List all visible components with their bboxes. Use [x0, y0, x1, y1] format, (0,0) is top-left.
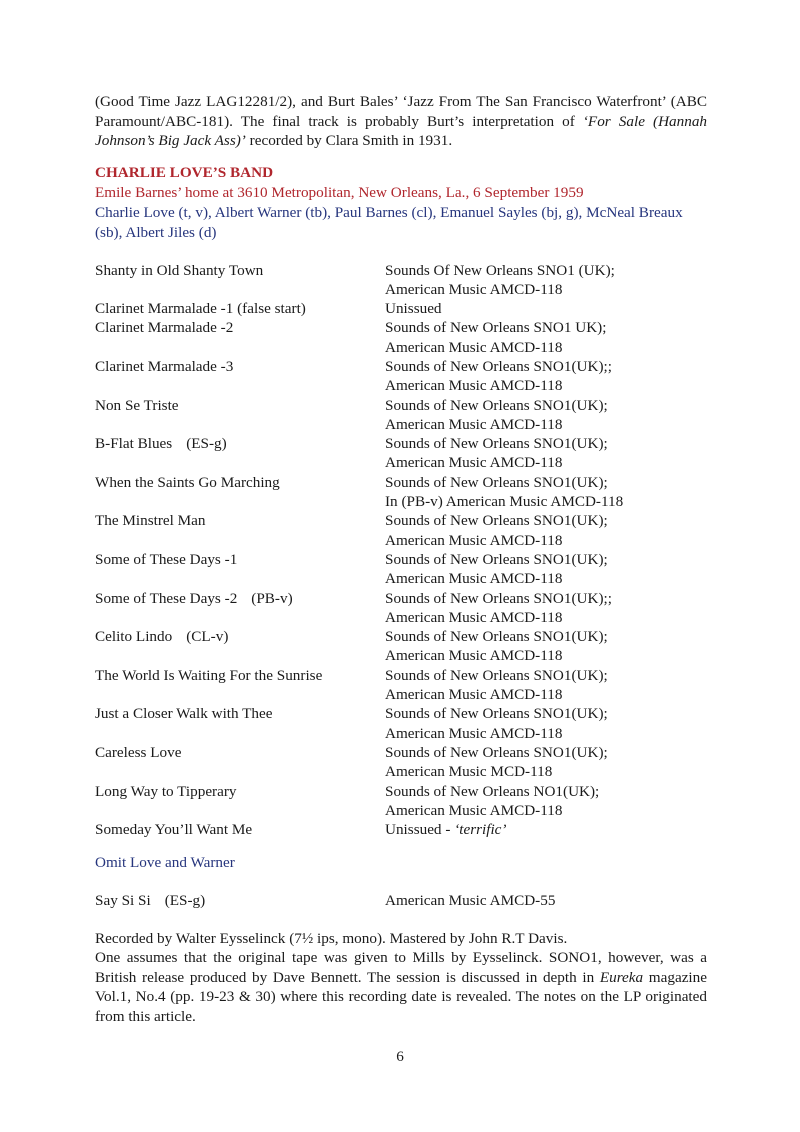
issue-text: Sounds of New Orleans SNO1(UK); [385, 435, 608, 453]
track-title [95, 434, 385, 453]
session-location: Emile Barnes’ home at 3610 Metropolitan, New Orleans, La., 6 September 1959 [95, 183, 584, 201]
track-title-text: Say Si Si [95, 892, 151, 910]
track-title-text: Long Way to Tipperary [95, 782, 237, 800]
track-vocal: (ES-g) [186, 435, 227, 453]
issue-text-2: American Music AMCD-118 [385, 724, 563, 742]
track-title-text: Just a Closer Walk with Thee [95, 705, 273, 723]
track-row [95, 891, 707, 910]
issue-comment: ‘terrific’ [454, 821, 507, 839]
track-row [95, 261, 707, 280]
track-row-continuation [95, 376, 707, 395]
track-row [95, 550, 707, 569]
spacer [95, 376, 385, 395]
track-issue [385, 434, 707, 453]
notes-italic: Eureka [599, 968, 644, 986]
issue-text-2: American Music MCD-118 [385, 763, 553, 781]
track-row-continuation [95, 415, 707, 434]
track-issue [385, 299, 707, 318]
track-row-continuation [95, 762, 707, 781]
track-issue [385, 511, 707, 530]
issue-text: Sounds of New Orleans SNO1 UK); [385, 319, 607, 337]
track-title [95, 666, 385, 685]
track-title [95, 299, 385, 318]
issue-text-2: American Music AMCD-118 [385, 570, 563, 588]
issue-text: Sounds of New Orleans SNO1(UK); [385, 550, 608, 568]
issue-text-2: American Music AMCD-118 [385, 608, 563, 626]
track-row [95, 782, 707, 801]
issue-text: American Music AMCD-55 [385, 892, 556, 910]
track-title [95, 473, 385, 492]
track-title-text: Shanty in Old Shanty Town [95, 261, 264, 279]
track-row [95, 511, 707, 530]
track-issue [385, 261, 707, 280]
spacer [95, 801, 385, 820]
track-row-continuation [95, 492, 707, 511]
spacer [95, 453, 385, 472]
spacer [95, 492, 385, 511]
track-title [95, 627, 385, 646]
track-issue [385, 396, 707, 415]
track-title [95, 743, 385, 762]
track-row [95, 589, 707, 608]
issue-text: Sounds of New Orleans SNO1(UK); [385, 628, 608, 646]
band-heading: CHARLIE LOVE’S BAND [95, 163, 274, 181]
track-row [95, 473, 707, 492]
track-title-text: Clarinet Marmalade -3 [95, 357, 234, 375]
issue-text-2: American Music AMCD-118 [385, 454, 563, 472]
track-vocal: (CL-v) [186, 628, 229, 646]
track-row-continuation [95, 685, 707, 704]
issue-text: Sounds of New Orleans NO1(UK); [385, 782, 600, 800]
track-row [95, 820, 707, 839]
track-issue [385, 627, 707, 646]
track-title-text: When the Saints Go Marching [95, 473, 280, 491]
notes-text: One assumes that the original tape was given to Mills by Eysselinck. SONO1, however, was a British release produced by Dave Bennett. The session is discussed in depth in [95, 949, 707, 986]
track-issue [385, 318, 707, 337]
track-issue [385, 666, 707, 685]
issue-text: Sounds of New Orleans SNO1(UK); [385, 396, 608, 414]
issue-text: Unissued - [385, 821, 455, 839]
issue-text-2: American Music AMCD-118 [385, 686, 563, 704]
track-issue [385, 743, 707, 762]
omit-note: Omit Love and Warner [95, 854, 235, 872]
issue-text: Sounds of New Orleans SNO1(UK); [385, 705, 608, 723]
intro-text-end: recorded by Clara Smith in 1931. [245, 132, 453, 149]
spacer [95, 685, 385, 704]
track-row [95, 396, 707, 415]
track-row-continuation [95, 646, 707, 665]
issue-text-2: American Music AMCD-118 [385, 377, 563, 395]
issue-text: Sounds of New Orleans SNO1(UK); [385, 743, 608, 761]
track-title [95, 511, 385, 530]
track-row [95, 666, 707, 685]
document-page [95, 92, 707, 1026]
track-title-text: Non Se Triste [95, 396, 179, 414]
track-title [95, 261, 385, 280]
track-issue [385, 357, 707, 376]
track-row [95, 704, 707, 723]
issue-text-2: American Music AMCD-118 [385, 280, 563, 298]
track-row-continuation [95, 531, 707, 550]
spacer [95, 724, 385, 743]
track-list-2 [95, 891, 707, 910]
track-title [95, 589, 385, 608]
track-row-continuation [95, 338, 707, 357]
issue-text: Unissued [385, 300, 442, 318]
track-issue [385, 820, 707, 839]
notes-text-end: magazine Vol.1, No.4 (pp. 19-23 & 30) where this recording date is revealed. The notes on the LP originated from this article. [95, 968, 707, 1025]
issue-text: Sounds of New Orleans SNO1(UK);; [385, 589, 612, 607]
track-title-text: B-Flat Blues [95, 435, 173, 453]
issue-text: Sounds of New Orleans SNO1(UK); [385, 512, 608, 530]
track-title [95, 891, 385, 910]
spacer [95, 415, 385, 434]
spacer [95, 338, 385, 357]
track-title [95, 396, 385, 415]
track-issue [385, 704, 707, 723]
track-title-text: Someday You’ll Want Me [95, 821, 253, 839]
track-row-continuation [95, 608, 707, 627]
track-title [95, 704, 385, 723]
track-vocal: (ES-g) [164, 892, 206, 910]
spacer [95, 569, 385, 588]
track-row [95, 627, 707, 646]
issue-text: Sounds of New Orleans SNO1(UK);; [385, 357, 612, 375]
personnel: Charlie Love (t, v), Albert Warner (tb), Paul Barnes (cl), Emanuel Sayles (bj, g), McNeal Breaux (sb), Albert Jiles (d) [95, 203, 683, 241]
track-row-continuation [95, 801, 707, 820]
track-title-text: Careless Love [95, 743, 182, 761]
track-title-text: Some of These Days -2 [95, 589, 238, 607]
track-issue [385, 782, 707, 801]
track-row-continuation [95, 569, 707, 588]
track-row-continuation [95, 724, 707, 743]
track-title [95, 782, 385, 801]
issue-text-2: American Music AMCD-118 [385, 531, 563, 549]
track-row-continuation [95, 453, 707, 472]
track-title [95, 357, 385, 376]
spacer [95, 531, 385, 550]
track-row [95, 299, 707, 318]
page-number: 6 [396, 1048, 404, 1065]
intro-italic-title: ‘For Sale (Hannah Johnson’s Big Jack Ass)’ [95, 112, 708, 149]
track-title [95, 318, 385, 337]
spacer [95, 646, 385, 665]
track-title [95, 820, 385, 839]
track-issue [385, 891, 707, 910]
notes-paragraph [95, 948, 707, 1026]
intro-paragraph [95, 92, 707, 151]
spacer [95, 762, 385, 781]
track-row-continuation [95, 280, 707, 299]
track-issue [385, 589, 707, 608]
issue-text: Sounds Of New Orleans SNO1 (UK); [385, 261, 615, 279]
track-title-text: The World Is Waiting For the Sunrise [95, 666, 323, 684]
track-row [95, 357, 707, 376]
track-row [95, 318, 707, 337]
track-title [95, 550, 385, 569]
track-row [95, 434, 707, 453]
issue-text-2: In (PB-v) American Music AMCD-118 [385, 493, 624, 511]
track-list [95, 261, 707, 840]
spacer [95, 280, 385, 299]
issue-text-2: American Music AMCD-118 [385, 338, 563, 356]
track-issue [385, 550, 707, 569]
track-title-text: Some of These Days -1 [95, 550, 238, 568]
track-vocal: (PB-v) [251, 589, 293, 607]
track-title-text: Clarinet Marmalade -2 [95, 319, 234, 337]
issue-text: Sounds of New Orleans SNO1(UK); [385, 666, 608, 684]
track-title-text: The Minstrel Man [95, 512, 206, 530]
notes-line-1: Recorded by Walter Eysselinck (7½ ips, mono). Mastered by John R.T Davis. [95, 929, 568, 947]
notes [95, 929, 707, 1027]
track-title-text: Clarinet Marmalade -1 (false start) [95, 300, 306, 318]
track-row [95, 743, 707, 762]
issue-text-2: American Music AMCD-118 [385, 647, 563, 665]
track-title-text: Celito Lindo [95, 628, 173, 646]
issue-text-2: American Music AMCD-118 [385, 801, 563, 819]
issue-text-2: American Music AMCD-118 [385, 415, 563, 433]
intro-text: (Good Time Jazz LAG12281/2), and Burt Bales’ ‘Jazz From The San Francisco Waterfront’ (ABC Paramount/ABC-181). The final track is probably Burt’s interpretation of [95, 93, 707, 130]
track-issue [385, 473, 707, 492]
issue-text: Sounds of New Orleans SNO1(UK); [385, 473, 608, 491]
spacer [95, 608, 385, 627]
